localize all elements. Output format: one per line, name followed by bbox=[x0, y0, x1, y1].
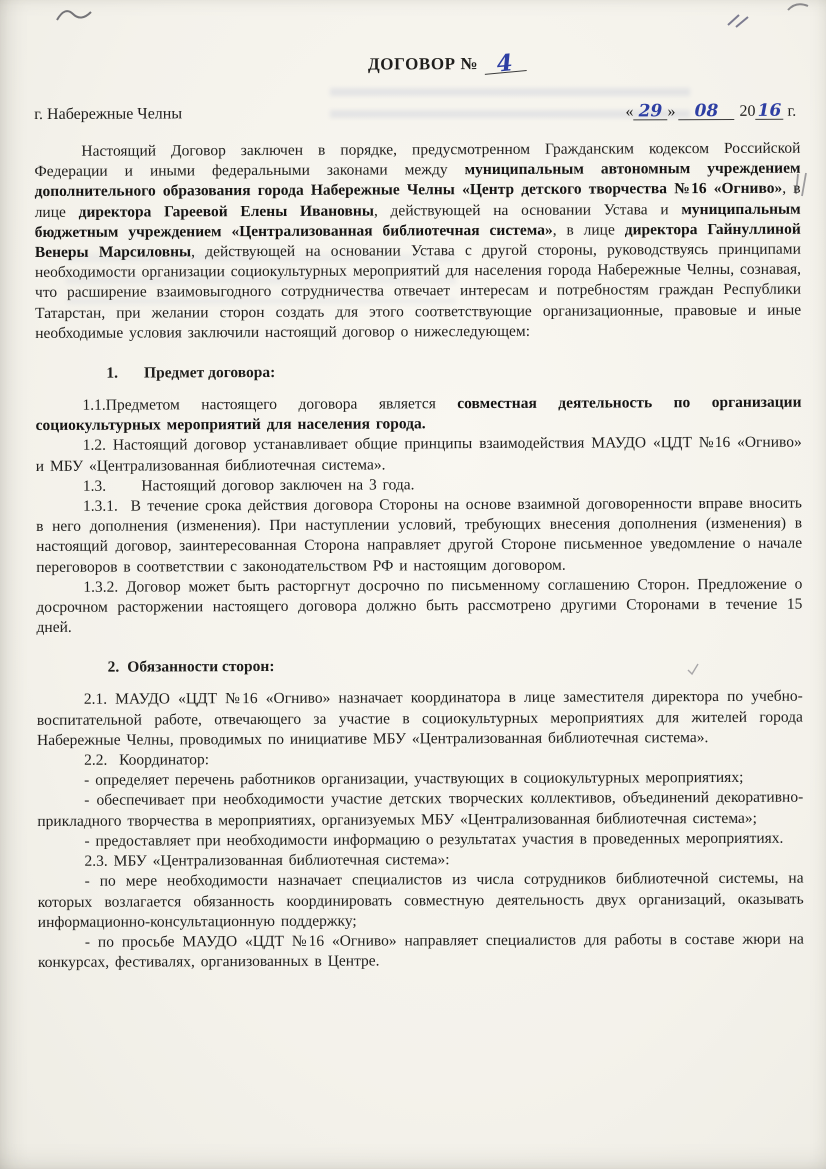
bullet-coordinator-3: - предоставляет при необходимости информацию о результатах участия в проведенных мероприятиях. bbox=[84, 829, 784, 850]
clause-1-3: 1.3. Настоящий договор заключен на 3 года. bbox=[82, 476, 415, 495]
document-title bbox=[34, 49, 800, 78]
title-label: ДОГОВОР № bbox=[367, 54, 479, 74]
bullet-coordinator-1: - определяет перечень работников организации, участвующих в социокультурных мероприятиях; bbox=[84, 769, 744, 790]
bullet-coordinator-2: - обеспечивает при необходимости участие детских творческих коллективов, объединений декоративно-прикладного творчества в мероприятиях, организуемых МБУ «Централизованная библиотечная система»; bbox=[37, 789, 804, 830]
pen-scribble-artifact bbox=[55, 4, 95, 26]
section-1-heading bbox=[35, 362, 801, 383]
date-day-handwritten: 29 bbox=[633, 104, 667, 120]
header-row bbox=[34, 100, 797, 124]
bullet-library-2: - по просьбе МАУДО «ЦДТ №16 «Огниво» направляет специалистов для работы в составе жюри на конкурсах, фестивалях, организованных в Центре. bbox=[37, 930, 804, 972]
clause-1-1: 1.1.Предметом настоящего договора является совместная деятельность по организации социокультурных мероприятий для населения города. bbox=[35, 393, 802, 435]
clause-2-1: 2.1. МАУДО «ЦДТ №16 «Огниво» назначает координатора в лице заместителя директора по учебно-воспитательной работе, отвечающего за участие в социокультурных мероприятиях для жителей города Набережные Челны, проводимых по инициативе МБУ «Централизованная библиотечная система». bbox=[36, 688, 803, 749]
date-month-handwritten: 08 bbox=[678, 104, 734, 120]
intro-paragraph: Настоящий Договор заключен в порядке, предусмотренном Гражданским кодексом Российской Федерации и иными федеральными законами между муниципальным автономным учреждением дополнительного образования города Набережные Челны «Центр детского творчества №16 «Огниво», в лице директора Гареевой Елены Ивановны, действующей на основании Устава и муниципальным бюджетным учреждением «Централизованная библиотечная система», в лице директора Гайнуллиной Венеры Марсиловны, действующей на основании Устава с другой стороны, руководствуясь принципами необходимости организации социокультурных мероприятий для населения города Набережные Челны, сознавая, что расширение взаимовыгодного сотрудничества отвечает интересам и потребностям граждан Республики Татарстан, при желании сторон создать для этого соответствующие организационные, правовые и иные необходимые условия заключили настоящий договор о нижеследующем: bbox=[34, 139, 802, 342]
pen-mark-artifact bbox=[726, 12, 752, 30]
date-century: 20 bbox=[739, 102, 756, 120]
date-open-quote: « bbox=[625, 103, 634, 121]
date-suffix: г. bbox=[787, 102, 797, 120]
clause-1-3-2: 1.3.2. Договор может быть расторгнут досрочно по письменному соглашению Сторон. Предложение о досрочном расторжении настоящего договора должно быть рассмотрено другими Сторонами в течение 15 дней. bbox=[36, 575, 803, 637]
contract-number-handwritten: 4 bbox=[483, 54, 526, 75]
clause-2-2: 2.2. Координатор: bbox=[84, 751, 210, 769]
clause-1-2: 1.2. Настоящий договор устанавливает общие принципы взаимодействия МАУДО «ЦДТ №16 «Огниво» и МБУ «Централизованная библиотечная система». bbox=[35, 434, 802, 475]
city-label: г. Набережные Челны bbox=[34, 105, 183, 123]
date-year-handwritten: 16 bbox=[755, 104, 783, 120]
corner-mark-artifact bbox=[786, 0, 810, 14]
clause-2-3: 2.3. МБУ «Централизованная библиотечная система»: bbox=[84, 851, 450, 870]
bullet-library-1: - по мере необходимости назначает специалистов из числа сотрудников библиотечной системы, на которых возлагается обязанность координировать совместную деятельность двух организаций, оказывать информационно-консультационную поддержку; bbox=[37, 869, 804, 931]
section-2-heading bbox=[37, 656, 803, 677]
section-2-title: Обязанности сторон: bbox=[127, 658, 275, 677]
document-content bbox=[34, 49, 804, 974]
section-2-number: 2. bbox=[107, 659, 120, 677]
date-close-quote: » bbox=[667, 103, 676, 121]
clause-1-3-1: 1.3.1. В течение срока действия договора Стороны на основе взаимной договоренности вправе вносить в него дополнения (изменения). При наступлении условий, требующих внесения дополнения (изменения) в настоящий договор, заинтересованная Сторона направляет другой Стороне письменное уведомление о начале переговоров в соответствии с законодательством РФ и настоящим договором. bbox=[36, 494, 803, 576]
date-line bbox=[625, 100, 797, 122]
section-1-title: Предмет договора: bbox=[143, 363, 276, 382]
section-1-number: 1. bbox=[106, 364, 119, 382]
